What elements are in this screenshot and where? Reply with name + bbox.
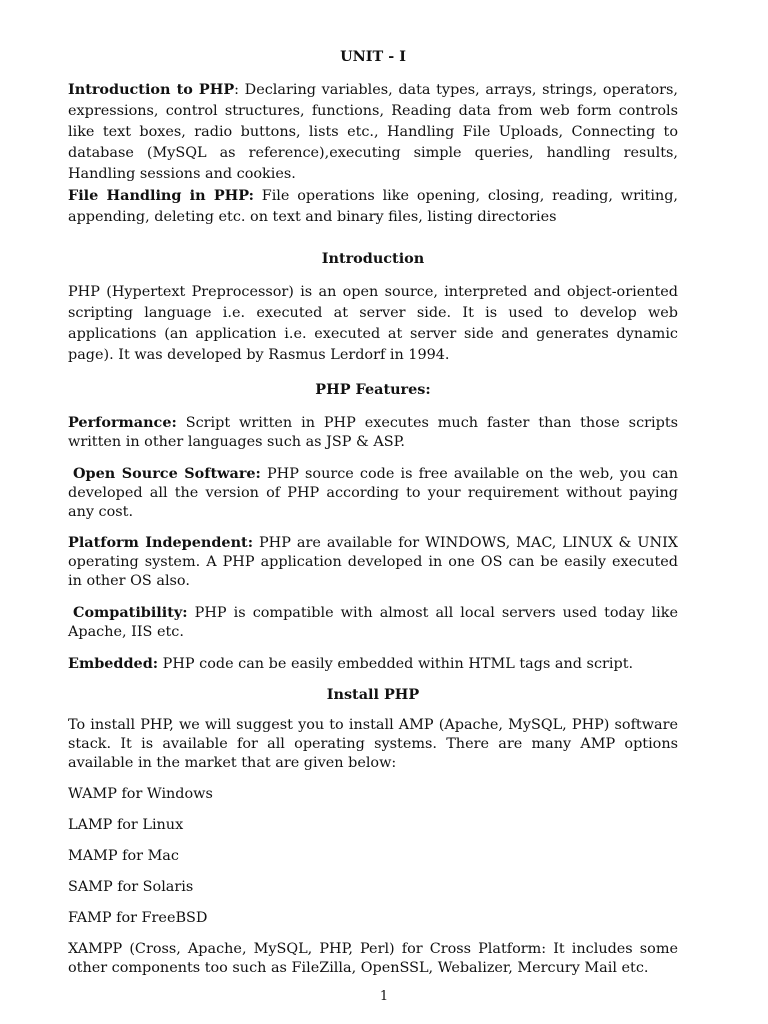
syllabus-intro-text: : Declaring variables, data types, arrays, strings, operators, expressions, control structures, functions, Reading data from web form controls like text boxes, radio buttons, lists etc., Handling File Uploads, Connecting to database (MySQL as reference),executing simple queries, handling results, Handling sessions and cookies. xyxy=(68,82,678,182)
install-option-mamp: MAMP for Mac xyxy=(68,848,179,864)
install-heading: Install PHP xyxy=(326,686,420,703)
feature-platform-independent xyxy=(68,533,678,591)
syllabus-file-label: File Handling in PHP: xyxy=(68,187,254,204)
syllabus-file-paragraph xyxy=(68,185,678,228)
feature-label: Embedded: xyxy=(68,655,159,672)
feature-text: PHP is compatible with almost all local servers used today like Apache, IIS etc. xyxy=(68,605,678,640)
introduction-paragraph: PHP (Hypertext Preprocessor) is an open source, interpreted and object-oriented scripting language i.e. executed at server side. It is used to develop web applications (an application i.e. executed at server side and generates dynamic page). It was developed by Rasmus Lerdorf in 1994. xyxy=(68,284,678,363)
unit-heading: UNIT - I xyxy=(340,48,406,65)
feature-label: Open Source Software: xyxy=(73,465,261,482)
feature-open-source xyxy=(68,464,678,522)
page-number: 1 xyxy=(379,989,389,1004)
feature-label: Performance: xyxy=(68,414,177,431)
install-option-famp: FAMP for FreeBSD xyxy=(68,910,208,926)
feature-label: Compatibility: xyxy=(73,604,188,621)
feature-embedded xyxy=(68,654,678,674)
feature-text: PHP are available for WINDOWS, MAC, LINUX & UNIX operating system. A PHP application developed in one OS can be easily executed in other OS also. xyxy=(68,535,678,589)
feature-compatibility xyxy=(68,603,678,642)
feature-text: PHP source code is free available on the web, you can developed all the version of PHP according to your requirement without paying any cost. xyxy=(68,466,679,520)
install-intro-paragraph: To install PHP, we will suggest you to install AMP (Apache, MySQL, PHP) software stack. It is available for all operating systems. There are many AMP options available in the market that are given below: xyxy=(68,717,678,771)
install-option-lamp: LAMP for Linux xyxy=(68,817,184,833)
syllabus-file-text: File operations like opening, closing, reading, writing, appending, deleting etc. on text and binary files, listing directories xyxy=(68,188,678,225)
feature-performance xyxy=(68,413,678,452)
install-option-wamp: WAMP for Windows xyxy=(68,786,213,802)
feature-label: Platform Independent: xyxy=(68,534,254,551)
install-option-samp: SAMP for Solaris xyxy=(68,879,194,895)
page-content xyxy=(68,46,678,978)
features-heading: PHP Features: xyxy=(315,381,431,398)
feature-text: Script written in PHP executes much faster than those scripts written in other languages such as JSP & ASP. xyxy=(68,415,678,450)
introduction-heading: Introduction xyxy=(321,250,425,267)
syllabus-intro-paragraph xyxy=(68,79,678,185)
feature-text: PHP code can be easily embedded within HTML tags and script. xyxy=(158,656,634,672)
syllabus-intro-label: Introduction to PHP xyxy=(68,81,235,98)
install-xampp-paragraph: XAMPP (Cross, Apache, MySQL, PHP, Perl) for Cross Platform: It includes some other components too such as FileZilla, OpenSSL, Webalizer, Mercury Mail etc. xyxy=(68,941,678,976)
